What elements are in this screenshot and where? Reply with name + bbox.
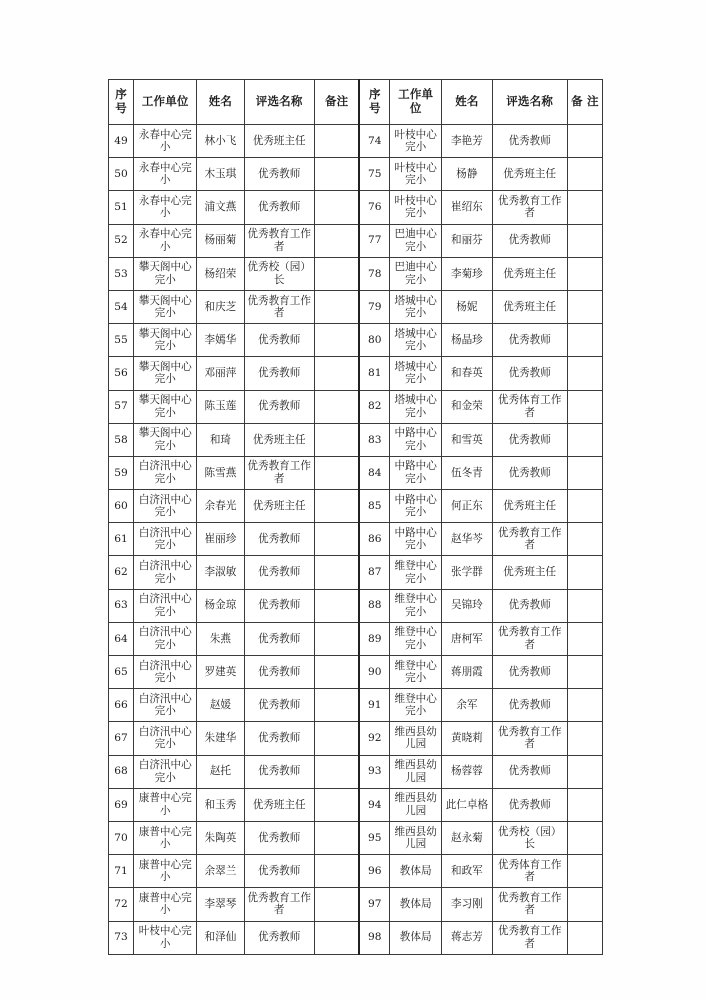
cell-remark-left [314, 855, 359, 888]
cell-unit-right: 维登中心完小 [390, 622, 442, 655]
cell-remark-left [314, 821, 359, 854]
cell-unit-left: 白济汛中心完小 [134, 722, 197, 755]
cell-remark-right [567, 423, 602, 456]
cell-seq-left: 63 [109, 589, 134, 622]
cell-remark-left [314, 158, 359, 191]
cell-name-right: 余军 [442, 689, 492, 722]
cell-seq-right: 83 [359, 423, 389, 456]
cell-seq-left: 62 [109, 556, 134, 589]
cell-remark-left [314, 656, 359, 689]
cell-unit-left: 攀天阁中心完小 [134, 290, 197, 323]
cell-name-left: 罗建英 [197, 656, 244, 689]
cell-name-right: 杨静 [442, 158, 492, 191]
cell-name-right: 李菊珍 [442, 257, 492, 290]
cell-seq-left: 58 [109, 423, 134, 456]
header-unit-left: 工作单位 [134, 80, 197, 125]
cell-award-right: 优秀教育工作者 [492, 191, 567, 224]
award-name-list-table [108, 79, 603, 955]
cell-remark-right [567, 390, 602, 423]
cell-unit-right: 巴迪中心完小 [390, 257, 442, 290]
cell-remark-right [567, 722, 602, 755]
cell-remark-right [567, 324, 602, 357]
table-row [109, 656, 603, 689]
cell-name-left: 陈雪燕 [197, 456, 244, 489]
cell-seq-right: 81 [359, 357, 389, 390]
table-row [109, 490, 603, 523]
cell-seq-left: 49 [109, 125, 134, 158]
cell-remark-right [567, 855, 602, 888]
cell-seq-left: 69 [109, 788, 134, 821]
cell-name-left: 李翠琴 [197, 888, 244, 921]
cell-award-right: 优秀教师 [492, 224, 567, 257]
header-name-left: 姓名 [197, 80, 244, 125]
cell-unit-right: 塔城中心完小 [390, 357, 442, 390]
cell-name-right: 和春英 [442, 357, 492, 390]
cell-award-left: 优秀教师 [244, 324, 314, 357]
cell-seq-right: 93 [359, 755, 389, 788]
cell-unit-left: 攀天阁中心完小 [134, 390, 197, 423]
cell-award-right: 优秀教师 [492, 324, 567, 357]
cell-name-left: 朱建华 [197, 722, 244, 755]
cell-name-right: 蒋志芳 [442, 921, 492, 954]
cell-name-left: 杨金琼 [197, 589, 244, 622]
cell-award-right: 优秀校（园）长 [492, 821, 567, 854]
cell-seq-right: 92 [359, 722, 389, 755]
cell-remark-left [314, 257, 359, 290]
cell-name-left: 浦文燕 [197, 191, 244, 224]
cell-name-left: 李淑敏 [197, 556, 244, 589]
cell-name-right: 杨妮 [442, 290, 492, 323]
cell-unit-left: 永春中心完小 [134, 125, 197, 158]
cell-unit-right: 中路中心完小 [390, 456, 442, 489]
cell-unit-left: 白济汛中心完小 [134, 689, 197, 722]
cell-award-left: 优秀教育工作者 [244, 888, 314, 921]
cell-award-left: 优秀教师 [244, 622, 314, 655]
cell-remark-right [567, 125, 602, 158]
cell-award-left: 优秀班主任 [244, 788, 314, 821]
cell-name-left: 赵托 [197, 755, 244, 788]
cell-award-left: 优秀教师 [244, 722, 314, 755]
table-row [109, 755, 603, 788]
cell-name-right: 李艳芳 [442, 125, 492, 158]
cell-remark-left [314, 125, 359, 158]
cell-unit-right: 中路中心完小 [390, 523, 442, 556]
cell-name-left: 李嫣华 [197, 324, 244, 357]
cell-award-right: 优秀教师 [492, 357, 567, 390]
header-unit-right: 工作单 位 [390, 80, 442, 125]
cell-unit-left: 白济汛中心完小 [134, 456, 197, 489]
cell-unit-left: 康普中心完 小 [134, 888, 197, 921]
cell-seq-left: 52 [109, 224, 134, 257]
cell-unit-right: 维登中心完小 [390, 589, 442, 622]
table-row [109, 921, 603, 954]
table-row [109, 821, 603, 854]
header-seq-right: 序 号 [359, 80, 389, 125]
table-row [109, 390, 603, 423]
cell-seq-right: 94 [359, 788, 389, 821]
cell-award-right: 优秀教师 [492, 755, 567, 788]
cell-name-right: 杨蓉蓉 [442, 755, 492, 788]
cell-award-left: 优秀教师 [244, 589, 314, 622]
cell-seq-right: 88 [359, 589, 389, 622]
cell-remark-left [314, 324, 359, 357]
table-row [109, 324, 603, 357]
cell-award-left: 优秀教师 [244, 656, 314, 689]
cell-remark-right [567, 821, 602, 854]
cell-seq-right: 80 [359, 324, 389, 357]
cell-award-left: 优秀教师 [244, 921, 314, 954]
cell-seq-left: 66 [109, 689, 134, 722]
cell-unit-right: 教体局 [390, 855, 442, 888]
cell-remark-right [567, 456, 602, 489]
cell-seq-right: 79 [359, 290, 389, 323]
cell-award-right: 优秀教师 [492, 788, 567, 821]
cell-seq-right: 85 [359, 490, 389, 523]
table-row [109, 158, 603, 191]
cell-unit-left: 白济汛中心完小 [134, 656, 197, 689]
cell-name-left: 木玉琪 [197, 158, 244, 191]
table-row [109, 589, 603, 622]
cell-unit-left: 攀天阁中心完小 [134, 357, 197, 390]
award-table-container [108, 79, 603, 955]
cell-unit-left: 永春中心完小 [134, 224, 197, 257]
cell-award-right: 优秀班主任 [492, 290, 567, 323]
cell-unit-right: 教体局 [390, 921, 442, 954]
table-row [109, 290, 603, 323]
cell-unit-right: 教体局 [390, 888, 442, 921]
cell-award-right: 优秀教育工作者 [492, 622, 567, 655]
cell-award-left: 优秀班主任 [244, 423, 314, 456]
cell-remark-right [567, 290, 602, 323]
cell-remark-left [314, 423, 359, 456]
cell-name-right: 伍冬青 [442, 456, 492, 489]
cell-award-left: 优秀教师 [244, 556, 314, 589]
cell-seq-left: 70 [109, 821, 134, 854]
cell-name-right: 李习刚 [442, 888, 492, 921]
cell-unit-right: 维登中心完小 [390, 656, 442, 689]
cell-unit-left: 白济汛中心完小 [134, 490, 197, 523]
cell-name-right: 和丽芬 [442, 224, 492, 257]
cell-award-right: 优秀教师 [492, 689, 567, 722]
cell-seq-left: 64 [109, 622, 134, 655]
cell-seq-right: 82 [359, 390, 389, 423]
cell-unit-right: 叶枝中心完小 [390, 191, 442, 224]
cell-seq-left: 60 [109, 490, 134, 523]
header-award-right: 评选名称 [492, 80, 567, 125]
cell-award-right: 优秀教育工作者 [492, 722, 567, 755]
table-row [109, 191, 603, 224]
cell-seq-left: 50 [109, 158, 134, 191]
cell-remark-right [567, 656, 602, 689]
cell-unit-right: 维西县幼儿园 [390, 755, 442, 788]
cell-unit-left: 白济汛中心完小 [134, 589, 197, 622]
cell-award-right: 优秀教师 [492, 423, 567, 456]
cell-remark-right [567, 556, 602, 589]
cell-remark-right [567, 257, 602, 290]
cell-award-left: 优秀班主任 [244, 125, 314, 158]
cell-award-right: 优秀体育工作者 [492, 855, 567, 888]
table-body [109, 125, 603, 955]
cell-award-left: 优秀教育工作者 [244, 456, 314, 489]
cell-name-right: 何正东 [442, 490, 492, 523]
cell-award-right: 优秀教师 [492, 125, 567, 158]
table-row [109, 357, 603, 390]
table-row [109, 224, 603, 257]
cell-seq-right: 86 [359, 523, 389, 556]
cell-remark-right [567, 158, 602, 191]
cell-remark-right [567, 622, 602, 655]
cell-award-left: 优秀教师 [244, 158, 314, 191]
cell-unit-right: 塔城中心完小 [390, 324, 442, 357]
cell-award-left: 优秀校（园）长 [244, 257, 314, 290]
cell-seq-right: 90 [359, 656, 389, 689]
header-seq-left: 序 号 [109, 80, 134, 125]
cell-seq-left: 57 [109, 390, 134, 423]
cell-unit-right: 巴迪中心完小 [390, 224, 442, 257]
cell-seq-left: 68 [109, 755, 134, 788]
cell-unit-left: 攀天阁中心完小 [134, 257, 197, 290]
cell-award-left: 优秀教师 [244, 755, 314, 788]
table-row [109, 456, 603, 489]
cell-remark-left [314, 589, 359, 622]
cell-remark-right [567, 921, 602, 954]
cell-remark-right [567, 224, 602, 257]
cell-seq-right: 76 [359, 191, 389, 224]
cell-name-right: 此仁卓格 [442, 788, 492, 821]
cell-name-left: 朱燕 [197, 622, 244, 655]
cell-unit-left: 攀天阁中心完小 [134, 423, 197, 456]
cell-seq-right: 95 [359, 821, 389, 854]
cell-remark-left [314, 224, 359, 257]
cell-remark-right [567, 755, 602, 788]
cell-seq-left: 55 [109, 324, 134, 357]
cell-award-right: 优秀教育工作者 [492, 523, 567, 556]
header-award-left: 评选名称 [244, 80, 314, 125]
cell-name-right: 崔绍东 [442, 191, 492, 224]
cell-seq-right: 87 [359, 556, 389, 589]
cell-name-left: 余翠兰 [197, 855, 244, 888]
cell-name-left: 陈玉莲 [197, 390, 244, 423]
cell-award-right: 优秀班主任 [492, 257, 567, 290]
cell-remark-left [314, 290, 359, 323]
cell-award-right: 优秀教育工作者 [492, 888, 567, 921]
cell-seq-right: 75 [359, 158, 389, 191]
cell-seq-left: 73 [109, 921, 134, 954]
cell-unit-left: 康普中心完 小 [134, 855, 197, 888]
cell-unit-right: 中路中心完小 [390, 423, 442, 456]
cell-unit-left: 永春中心完小 [134, 158, 197, 191]
cell-name-right: 杨晶珍 [442, 324, 492, 357]
cell-unit-right: 叶枝中心完小 [390, 158, 442, 191]
header-name-right: 姓名 [442, 80, 492, 125]
cell-name-left: 崔丽珍 [197, 523, 244, 556]
cell-seq-left: 67 [109, 722, 134, 755]
table-row [109, 556, 603, 589]
table-row [109, 788, 603, 821]
cell-seq-right: 96 [359, 855, 389, 888]
cell-unit-left: 攀天阁中心完小 [134, 324, 197, 357]
cell-name-right: 和金荣 [442, 390, 492, 423]
cell-seq-right: 91 [359, 689, 389, 722]
cell-name-left: 林小飞 [197, 125, 244, 158]
cell-seq-right: 89 [359, 622, 389, 655]
cell-seq-left: 65 [109, 656, 134, 689]
cell-unit-left: 康普中心完 小 [134, 821, 197, 854]
cell-remark-left [314, 921, 359, 954]
cell-name-left: 余春光 [197, 490, 244, 523]
cell-seq-left: 59 [109, 456, 134, 489]
cell-unit-left: 叶枝中心完小 [134, 921, 197, 954]
cell-remark-left [314, 722, 359, 755]
cell-unit-right: 维西县幼儿园 [390, 788, 442, 821]
table-row [109, 722, 603, 755]
cell-name-left: 赵媛 [197, 689, 244, 722]
cell-remark-left [314, 788, 359, 821]
cell-unit-left: 永春中心完小 [134, 191, 197, 224]
cell-remark-right [567, 357, 602, 390]
cell-unit-right: 维登中心完小 [390, 556, 442, 589]
table-row [109, 888, 603, 921]
cell-name-right: 赵永菊 [442, 821, 492, 854]
cell-name-left: 和庆芝 [197, 290, 244, 323]
cell-award-left: 优秀教育工作者 [244, 224, 314, 257]
cell-award-right: 优秀班主任 [492, 556, 567, 589]
table-row [109, 523, 603, 556]
cell-remark-left [314, 622, 359, 655]
cell-seq-left: 56 [109, 357, 134, 390]
cell-name-left: 和泽仙 [197, 921, 244, 954]
header-remark-left: 备注 [314, 80, 359, 125]
cell-award-right: 优秀教师 [492, 589, 567, 622]
cell-award-left: 优秀教师 [244, 523, 314, 556]
cell-unit-left: 康普中心完 小 [134, 788, 197, 821]
cell-name-left: 朱陶英 [197, 821, 244, 854]
cell-seq-left: 53 [109, 257, 134, 290]
cell-name-right: 赵华芩 [442, 523, 492, 556]
cell-award-left: 优秀教师 [244, 855, 314, 888]
cell-name-left: 和玉秀 [197, 788, 244, 821]
cell-name-right: 张学群 [442, 556, 492, 589]
header-remark-right: 备 注 [567, 80, 602, 125]
cell-name-right: 唐柯军 [442, 622, 492, 655]
cell-award-left: 优秀教师 [244, 357, 314, 390]
cell-remark-left [314, 888, 359, 921]
cell-remark-right [567, 589, 602, 622]
cell-remark-left [314, 490, 359, 523]
cell-unit-left: 白济汛中心完小 [134, 755, 197, 788]
cell-name-right: 吴锦玲 [442, 589, 492, 622]
cell-unit-right: 维登中心完小 [390, 689, 442, 722]
cell-unit-right: 叶枝中心完小 [390, 125, 442, 158]
cell-remark-right [567, 191, 602, 224]
cell-award-right: 优秀教师 [492, 456, 567, 489]
cell-name-right: 蒋朋霞 [442, 656, 492, 689]
cell-remark-right [567, 523, 602, 556]
cell-remark-right [567, 788, 602, 821]
cell-unit-left: 白济汛中心完小 [134, 523, 197, 556]
table-row [109, 423, 603, 456]
cell-seq-right: 77 [359, 224, 389, 257]
cell-award-right: 优秀班主任 [492, 490, 567, 523]
cell-name-right: 和雪英 [442, 423, 492, 456]
cell-remark-left [314, 689, 359, 722]
cell-remark-right [567, 888, 602, 921]
cell-remark-left [314, 523, 359, 556]
cell-award-left: 优秀班主任 [244, 490, 314, 523]
cell-remark-left [314, 191, 359, 224]
cell-award-right: 优秀教育工作者 [492, 921, 567, 954]
cell-seq-right: 78 [359, 257, 389, 290]
cell-unit-right: 塔城中心完小 [390, 290, 442, 323]
cell-unit-right: 维西县幼儿园 [390, 722, 442, 755]
cell-seq-left: 72 [109, 888, 134, 921]
cell-seq-right: 98 [359, 921, 389, 954]
table-header-row [109, 80, 603, 125]
cell-name-right: 黄晓莉 [442, 722, 492, 755]
cell-seq-left: 54 [109, 290, 134, 323]
cell-unit-right: 塔城中心完小 [390, 390, 442, 423]
cell-award-left: 优秀教育工作者 [244, 290, 314, 323]
table-row [109, 689, 603, 722]
cell-award-right: 优秀体育工作者 [492, 390, 567, 423]
table-row [109, 622, 603, 655]
cell-unit-left: 白济汛中心完小 [134, 622, 197, 655]
cell-seq-left: 71 [109, 855, 134, 888]
cell-seq-left: 51 [109, 191, 134, 224]
cell-seq-left: 61 [109, 523, 134, 556]
cell-name-left: 和琦 [197, 423, 244, 456]
cell-award-left: 优秀教师 [244, 689, 314, 722]
cell-award-left: 优秀教师 [244, 390, 314, 423]
table-row [109, 125, 603, 158]
cell-seq-right: 74 [359, 125, 389, 158]
cell-remark-left [314, 755, 359, 788]
cell-award-left: 优秀教师 [244, 821, 314, 854]
cell-unit-right: 中路中心完小 [390, 490, 442, 523]
cell-award-left: 优秀教师 [244, 191, 314, 224]
cell-name-right: 和政军 [442, 855, 492, 888]
table-row [109, 257, 603, 290]
table-row [109, 855, 603, 888]
cell-name-left: 杨丽菊 [197, 224, 244, 257]
cell-remark-left [314, 390, 359, 423]
cell-remark-left [314, 357, 359, 390]
cell-remark-right [567, 689, 602, 722]
cell-unit-left: 白济汛中心完小 [134, 556, 197, 589]
table-header [109, 80, 603, 125]
cell-remark-right [567, 490, 602, 523]
cell-unit-right: 维西县幼儿园 [390, 821, 442, 854]
cell-name-left: 杨绍荣 [197, 257, 244, 290]
cell-award-right: 优秀班主任 [492, 158, 567, 191]
cell-award-right: 优秀教师 [492, 656, 567, 689]
cell-name-left: 邓丽萍 [197, 357, 244, 390]
cell-seq-right: 97 [359, 888, 389, 921]
cell-remark-left [314, 556, 359, 589]
cell-remark-left [314, 456, 359, 489]
cell-seq-right: 84 [359, 456, 389, 489]
